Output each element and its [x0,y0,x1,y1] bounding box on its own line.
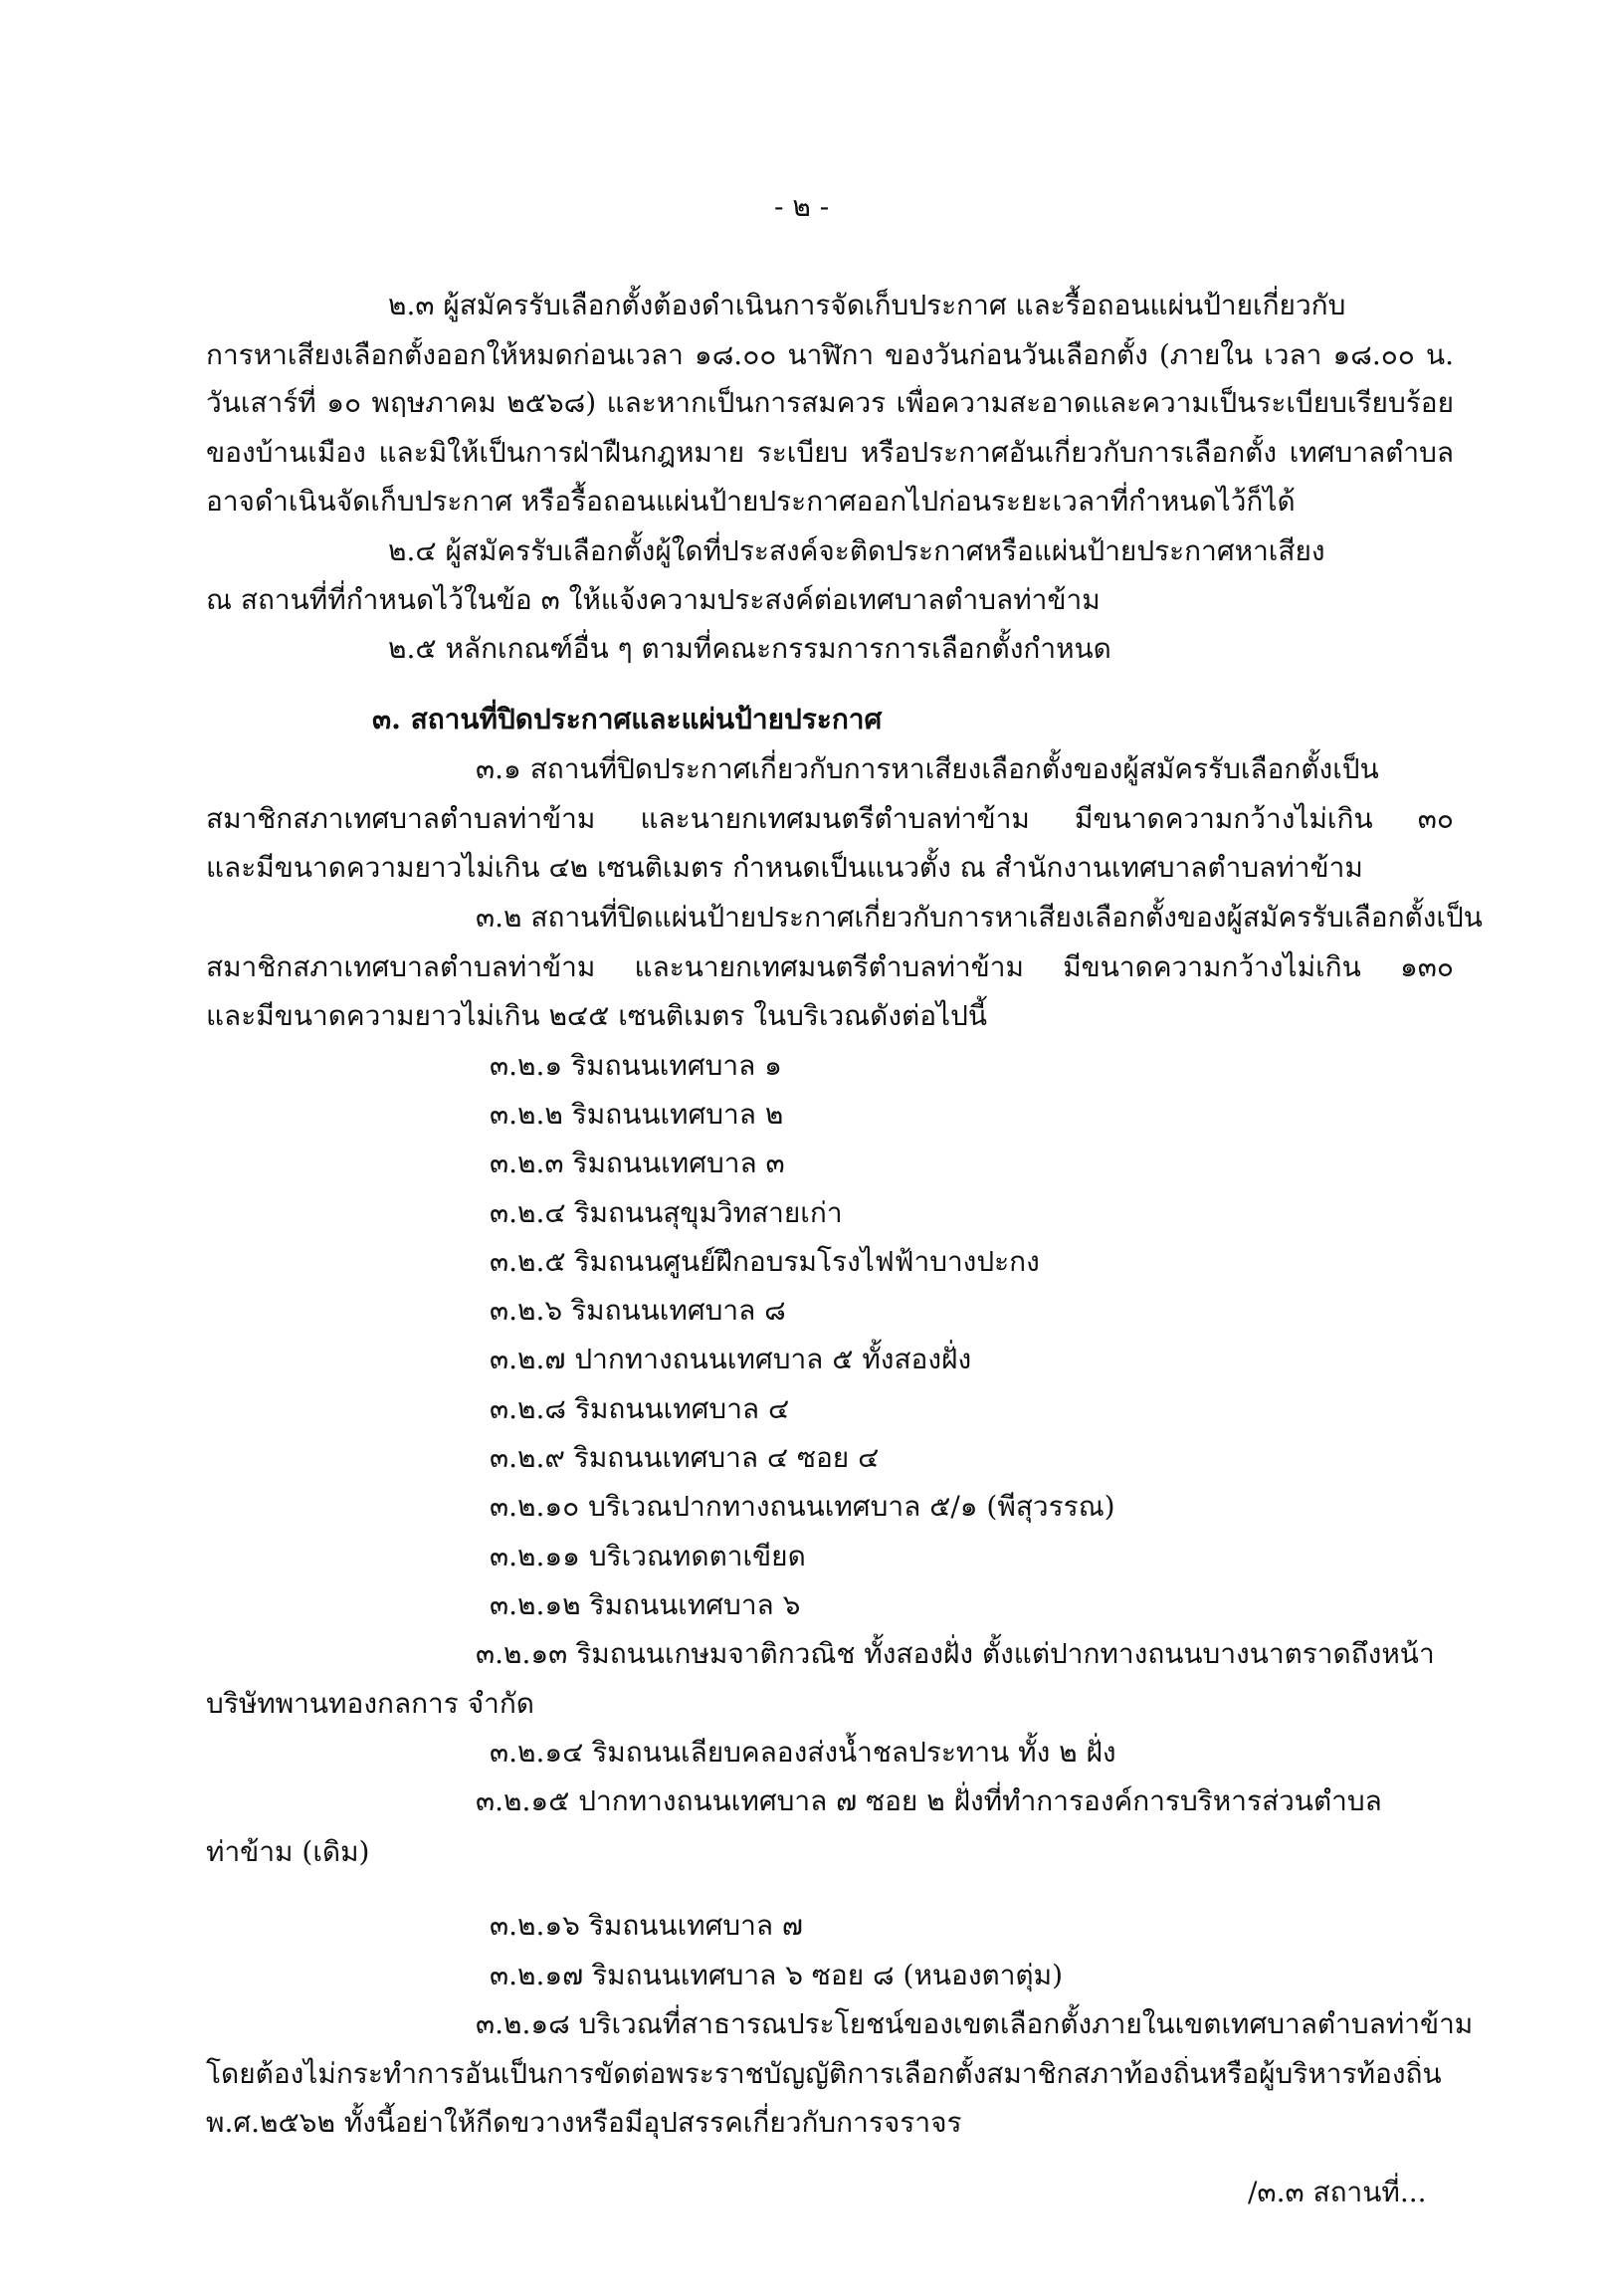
list-item: ๓.๒.๗ ปากทางถนนเทศบาล ๕ ทั้งสองฝั่ง [490,1343,972,1375]
list-item: ๓.๒.๒ ริมถนนเทศบาล ๒ [490,1098,784,1131]
paragraph-2-3-line-2: การหาเสียงเลือกตั้งออกให้หมดก่อนเวลา ๑๘.๐๐ นาฬิกา ของวันก่อนวันเลือกตั้ง (ภายใน เวลา ๑๘.๐๐ น. [206,338,1454,371]
list-item: ๓.๒.๘ ริมถนนเทศบาล ๔ [490,1392,790,1425]
paragraph-2-3-line-3: วันเสาร์ที่ ๑๐ พฤษภาคม ๒๕๖๘) และหากเป็นการสมควร เพื่อความสะอาดและความเป็นระเบียบเรียบร้อย [206,386,1454,419]
continuation-marker: /๓.๓ สถานที่... [1248,2176,1427,2208]
list-item-15-line-1: ๓.๒.๑๕ ปากทางถนนเทศบาล ๗ ซอย ๒ ฝั่งที่ทำการองค์การบริหารส่วนตำบล [476,1784,1382,1817]
paragraph-3-1-line-2: สมาชิกสภาเทศบาลตำบลท่าข้าม และนายกเทศมนตรีตำบลท่าข้าม มีขนาดความกว้างไม่เกิน ๓๐ [206,802,1454,835]
page-number: - ๒ - [774,190,830,223]
list-item: ๓.๒.๑๑ บริเวณทดตาเขียด [490,1540,806,1572]
list-item-13-line-1: ๓.๒.๑๓ ริมถนนเกษมจาติกวณิช ทั้งสองฝั่ง ตั้งแต่ปากทางถนนบางนาตราดถึงหน้า [476,1637,1435,1670]
paragraph-3-2-line-2: สมาชิกสภาเทศบาลตำบลท่าข้าม และนายกเทศมนตรีตำบลท่าข้าม มีขนาดความกว้างไม่เกิน ๑๓๐ [206,950,1454,983]
list-item: ๓.๒.๑ ริมถนนเทศบาล ๑ [490,1049,782,1082]
list-item: ๓.๒.๑๐ บริเวณปากทางถนนเทศบาล ๕/๑ (พีสุวรรณ) [490,1490,1115,1523]
list-item-18-line-2: โดยต้องไม่กระทำการอันเป็นการขัดต่อพระราชบัญญัติการเลือกตั้งสมาชิกสภาท้องถิ่นหรือผู้บริหารท้องถิ่น [206,2057,1442,2090]
list-item: ๓.๒.๔ ริมถนนสุขุมวิทสายเก่า [490,1196,843,1229]
list-item-15-line-2: ท่าข้าม (เดิม) [206,1835,370,1868]
paragraph-2-4-line-1: ๒.๔ ผู้สมัครรับเลือกตั้งผู้ใดที่ประสงค์จะติดประกาศหรือแผ่นป้ายประกาศหาเสียง [388,534,1325,567]
list-item: ๓.๒.๙ ริมถนนเทศบาล ๔ ซอย ๔ [490,1441,880,1474]
paragraph-2-3-line-1: ๒.๓ ผู้สมัครรับเลือกตั้งต้องดำเนินการจัดเก็บประกาศ และรื้อถอนแผ่นป้ายเกี่ยวกับ [388,289,1346,321]
paragraph-2-4-line-2: ณ สถานที่ที่กำหนดไว้ในข้อ ๓ ให้แจ้งความประสงค์ต่อเทศบาลตำบลท่าข้าม [206,583,1101,616]
list-item: ๓.๒.๖ ริมถนนเทศบาล ๘ [490,1294,786,1327]
list-item-17: ๓.๒.๑๗ ริมถนนเทศบาล ๖ ซอย ๘ (หนองตาตุ่ม) [490,1959,1063,1991]
section-3-heading: ๓. สถานที่ปิดประกาศและแผ่นป้ายประกาศ [372,703,883,735]
list-item-13-line-2: บริษัทพานทองกลการ จำกัด [206,1687,534,1720]
paragraph-2-5: ๒.๕ หลักเกณฑ์อื่น ๆ ตามที่คณะกรรมการการเลือกตั้งกำหนด [388,632,1111,665]
list-item: ๓.๒.๑๒ ริมถนนเทศบาล ๖ [490,1588,801,1621]
paragraph-3-1-line-1: ๓.๑ สถานที่ปิดประกาศเกี่ยวกับการหาเสียงเลือกตั้งของผู้สมัครรับเลือกตั้งเป็น [476,752,1379,785]
list-item-16: ๓.๒.๑๖ ริมถนนเทศบาล ๗ [490,1909,803,1942]
list-item: ๓.๒.๕ ริมถนนศูนย์ฝึกอบรมโรงไฟฟ้าบางปะกง [490,1245,1040,1278]
paragraph-3-2-line-1: ๓.๒ สถานที่ปิดแผ่นป้ายประกาศเกี่ยวกับการหาเสียงเลือกตั้งของผู้สมัครรับเลือกตั้งเป็น [476,901,1483,934]
paragraph-2-3-line-4: ของบ้านเมือง และมิให้เป็นการฝ่าฝืนกฎหมาย ระเบียบ หรือประกาศอันเกี่ยวกับการเลือกตั้ง เทศบาลตำบล [206,436,1454,469]
paragraph-3-2-line-3: และมีขนาดความยาวไม่เกิน ๒๔๕ เซนติเมตร ในบริเวณดังต่อไปนี้ [206,999,988,1032]
list-item: ๓.๒.๓ ริมถนนเทศบาล ๓ [490,1147,785,1179]
list-item-14: ๓.๒.๑๔ ริมถนนเลียบคลองส่งน้ำชลประทาน ทั้ง ๒ ฝั่ง [490,1736,1116,1769]
list-item-18-line-3: พ.ศ.๒๕๖๒ ทั้งนี้อย่าให้กีดขวางหรือมีอุปสรรคเกี่ยวกับการจราจร [206,2106,962,2139]
paragraph-3-1-line-3: และมีขนาดความยาวไม่เกิน ๔๒ เซนติเมตร กำหนดเป็นแนวตั้ง ณ สำนักงานเทศบาลตำบลท่าข้าม [206,851,1363,884]
paragraph-2-3-line-5: อาจดำเนินจัดเก็บประกาศ หรือรื้อถอนแผ่นป้ายประกาศออกไปก่อนระยะเวลาที่กำหนดไว้ก็ได้ [206,485,1296,518]
list-item-18-line-1: ๓.๒.๑๘ บริเวณที่สาธารณประโยชน์ของเขตเลือกตั้งภายในเขตเทศบาลตำบลท่าข้าม [476,2007,1474,2040]
